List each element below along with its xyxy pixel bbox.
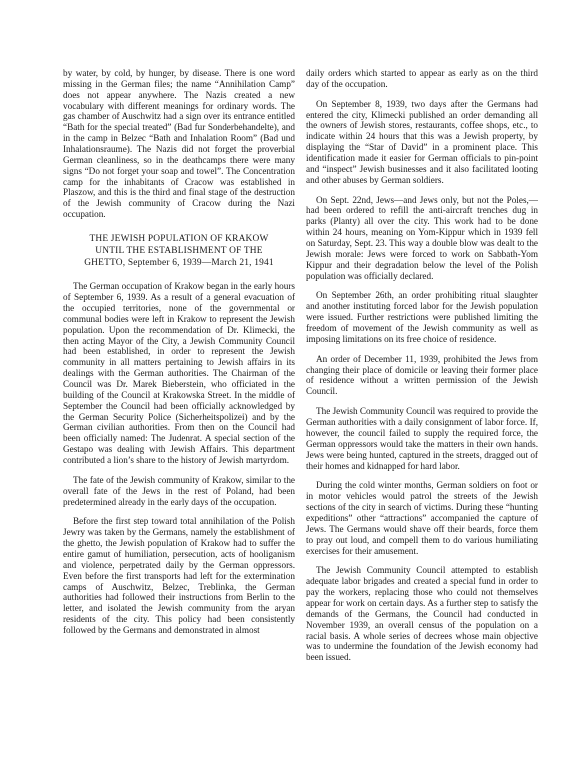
paragraph: On September 26th, an order prohibiting ritual slaughter and another instituting forced labor for the Jewish population were issued. Further restrictions were published limiting the freedom of movement of the Jewish community as well as imposing limitations on its free choice of residence. [306, 290, 538, 344]
heading-line: UNTIL THE ESTABLISHMENT OF THE [95, 245, 263, 256]
paragraph: The German occupation of Krakow began in the early hours of September 6, 1939. As a result of a general evacuation of the occupied territories, none of the governmental or communal bodies were left in Krakow to represent the Jewish population. Upon the recommendation of Dr. Klimecki, the then acting Mayor of the City, a Jewish Community Council had been established, in order to represent the Jewish community in all matters pertaining to Jewish affairs in its dealings with the German authorities. The Chairman of the Council was Dr. Marek Bieberstein, who officiated in the building of the Council at Krakowska Street. In the middle of September the Council had been officially acknowledged by the German Security Police (Sicherheitspolizei) and by the German civilian authorities. From then on the Council had been officially named: The Judenrat. A special section of the Gestapo was dealing with Jewish Affairs. This department contributed a lion’s share to the history of Jewish martyrdom. [63, 281, 295, 466]
right-column [306, 68, 538, 672]
paragraph: The Jewish Community Council attempted to establish adequate labor brigades and created a special fund in order to pay the workers, replacing those who could not themselves appear for work on certain days. As a further step to satisfy the demands of the Germans, the Council had conducted in November 1939, an overall census of the population on a racial basis. A whole series of decrees whose main objective was to undermine the foundation of the Jewish economy had been issued. [306, 565, 538, 663]
heading-line: THE JEWISH POPULATION OF KRAKOW [89, 234, 269, 245]
paragraph: On Sept. 22nd, Jews—and Jews only, but not the Poles,—had been ordered to refill the anti-aircraft trenches dug in parks (Planty) all over the city. This work had to be done within 24 hours, meaning on Yom-Kippur which in 1939 fell on Saturday, Sept. 23. This way a double blow was dealt to the Jewish morale: Jews were forced to work on Sabbath-Yom Kippur and their degradation below the level of the Polish population was officially declared. [306, 194, 538, 281]
heading-line [63, 258, 295, 270]
heading-date: September 6, 1939—March 21, 1941 [127, 257, 274, 268]
paragraph: daily orders which started to appear as early as on the third day of the occupation. [306, 68, 538, 89]
paragraph: by water, by cold, by hunger, by disease. There is one word missing in the German files; the name “Annihilation Camp” does not appear anywhere. The Nazis created a new vocabulary with different meanings for ordinary words. The gas chamber of Auschwitz had a sign over its entrance entitled “Bath for the special treated” (Bad fur Sonderbehandelte), and in the camp in Belzec “Bath and Inhalation Room” (Bad und Inhalationsraume). The Nazis did not forget the proverbial German cleanliness, so in the deathcamps there were many signs “Do not forget your soap and towel”. The Concentration camp for the inhabitants of Cracow was established in Plaszow, and this is the third and final stage of the destruction of the Jewish community of Cracow during the Nazi occupation. [63, 68, 295, 220]
paragraph: Before the first step toward total annihilation of the Polish Jewry was taken by the Germans, namely the establishment of the ghetto, the Jewish population of Krakow had to suffer the entire gamut of humiliation, persecution, acts of hooliganism and violence, perpetrated daily by the German oppressors. Even before the first transports had left for the extermination camps of Auschwitz, Belzec, Treblinka, the German authorities had followed their instructions from Berlin to the letter, and isolated the Jewish community from the aryan residents of the city. This policy had been consistently followed by the Germans and demonstrated in almost [63, 516, 295, 636]
paragraph: The Jewish Community Council was required to provide the German authorities with a daily consignment of labor force. If, however, the council failed to supply the required force, the German oppressors would take the matters in their own hands. Jews were being hunted, captured in the streets, dragged out of their homes and kidnapped for hard labor. [306, 406, 538, 471]
left-column [63, 68, 295, 645]
paragraph: During the cold winter months, German soldiers on foot or in motor vehicles would patrol the streets of the Jewish sections of the city in search of victims. During these “hunting expeditions” other “attractions” accompanied the capture of Jews. The Germans would shave off their beards, force them to pray out loud, and compell them to do various humiliating exercises for their amusement. [306, 480, 538, 556]
paragraph: On September 8, 1939, two days after the Germans had entered the city, Klimecki published an order demanding all the owners of Jewish stores, restaurants, coffee shops, etc., to indicate within 24 hours that this was a Jewish property, by displaying the “Star of David” in a prominent place. This identification made it easier for German officials to pin-point and “inspect” Jewish businesses and it also facilitated looting and other abuses by German soldiers. [306, 98, 538, 185]
paragraph: An order of December 11, 1939, prohibited the Jews from changing their place of domicile or leaving their former place of residence without a written permission of the Jewish Council. [306, 353, 538, 397]
section-heading [63, 234, 295, 269]
heading-caps: GHETTO, [84, 257, 126, 268]
paragraph: The fate of the Jewish community of Krakow, similar to the overall fate of the Jews in the rest of Poland, had been predetermined already in the early days of the occupation. [63, 474, 295, 507]
